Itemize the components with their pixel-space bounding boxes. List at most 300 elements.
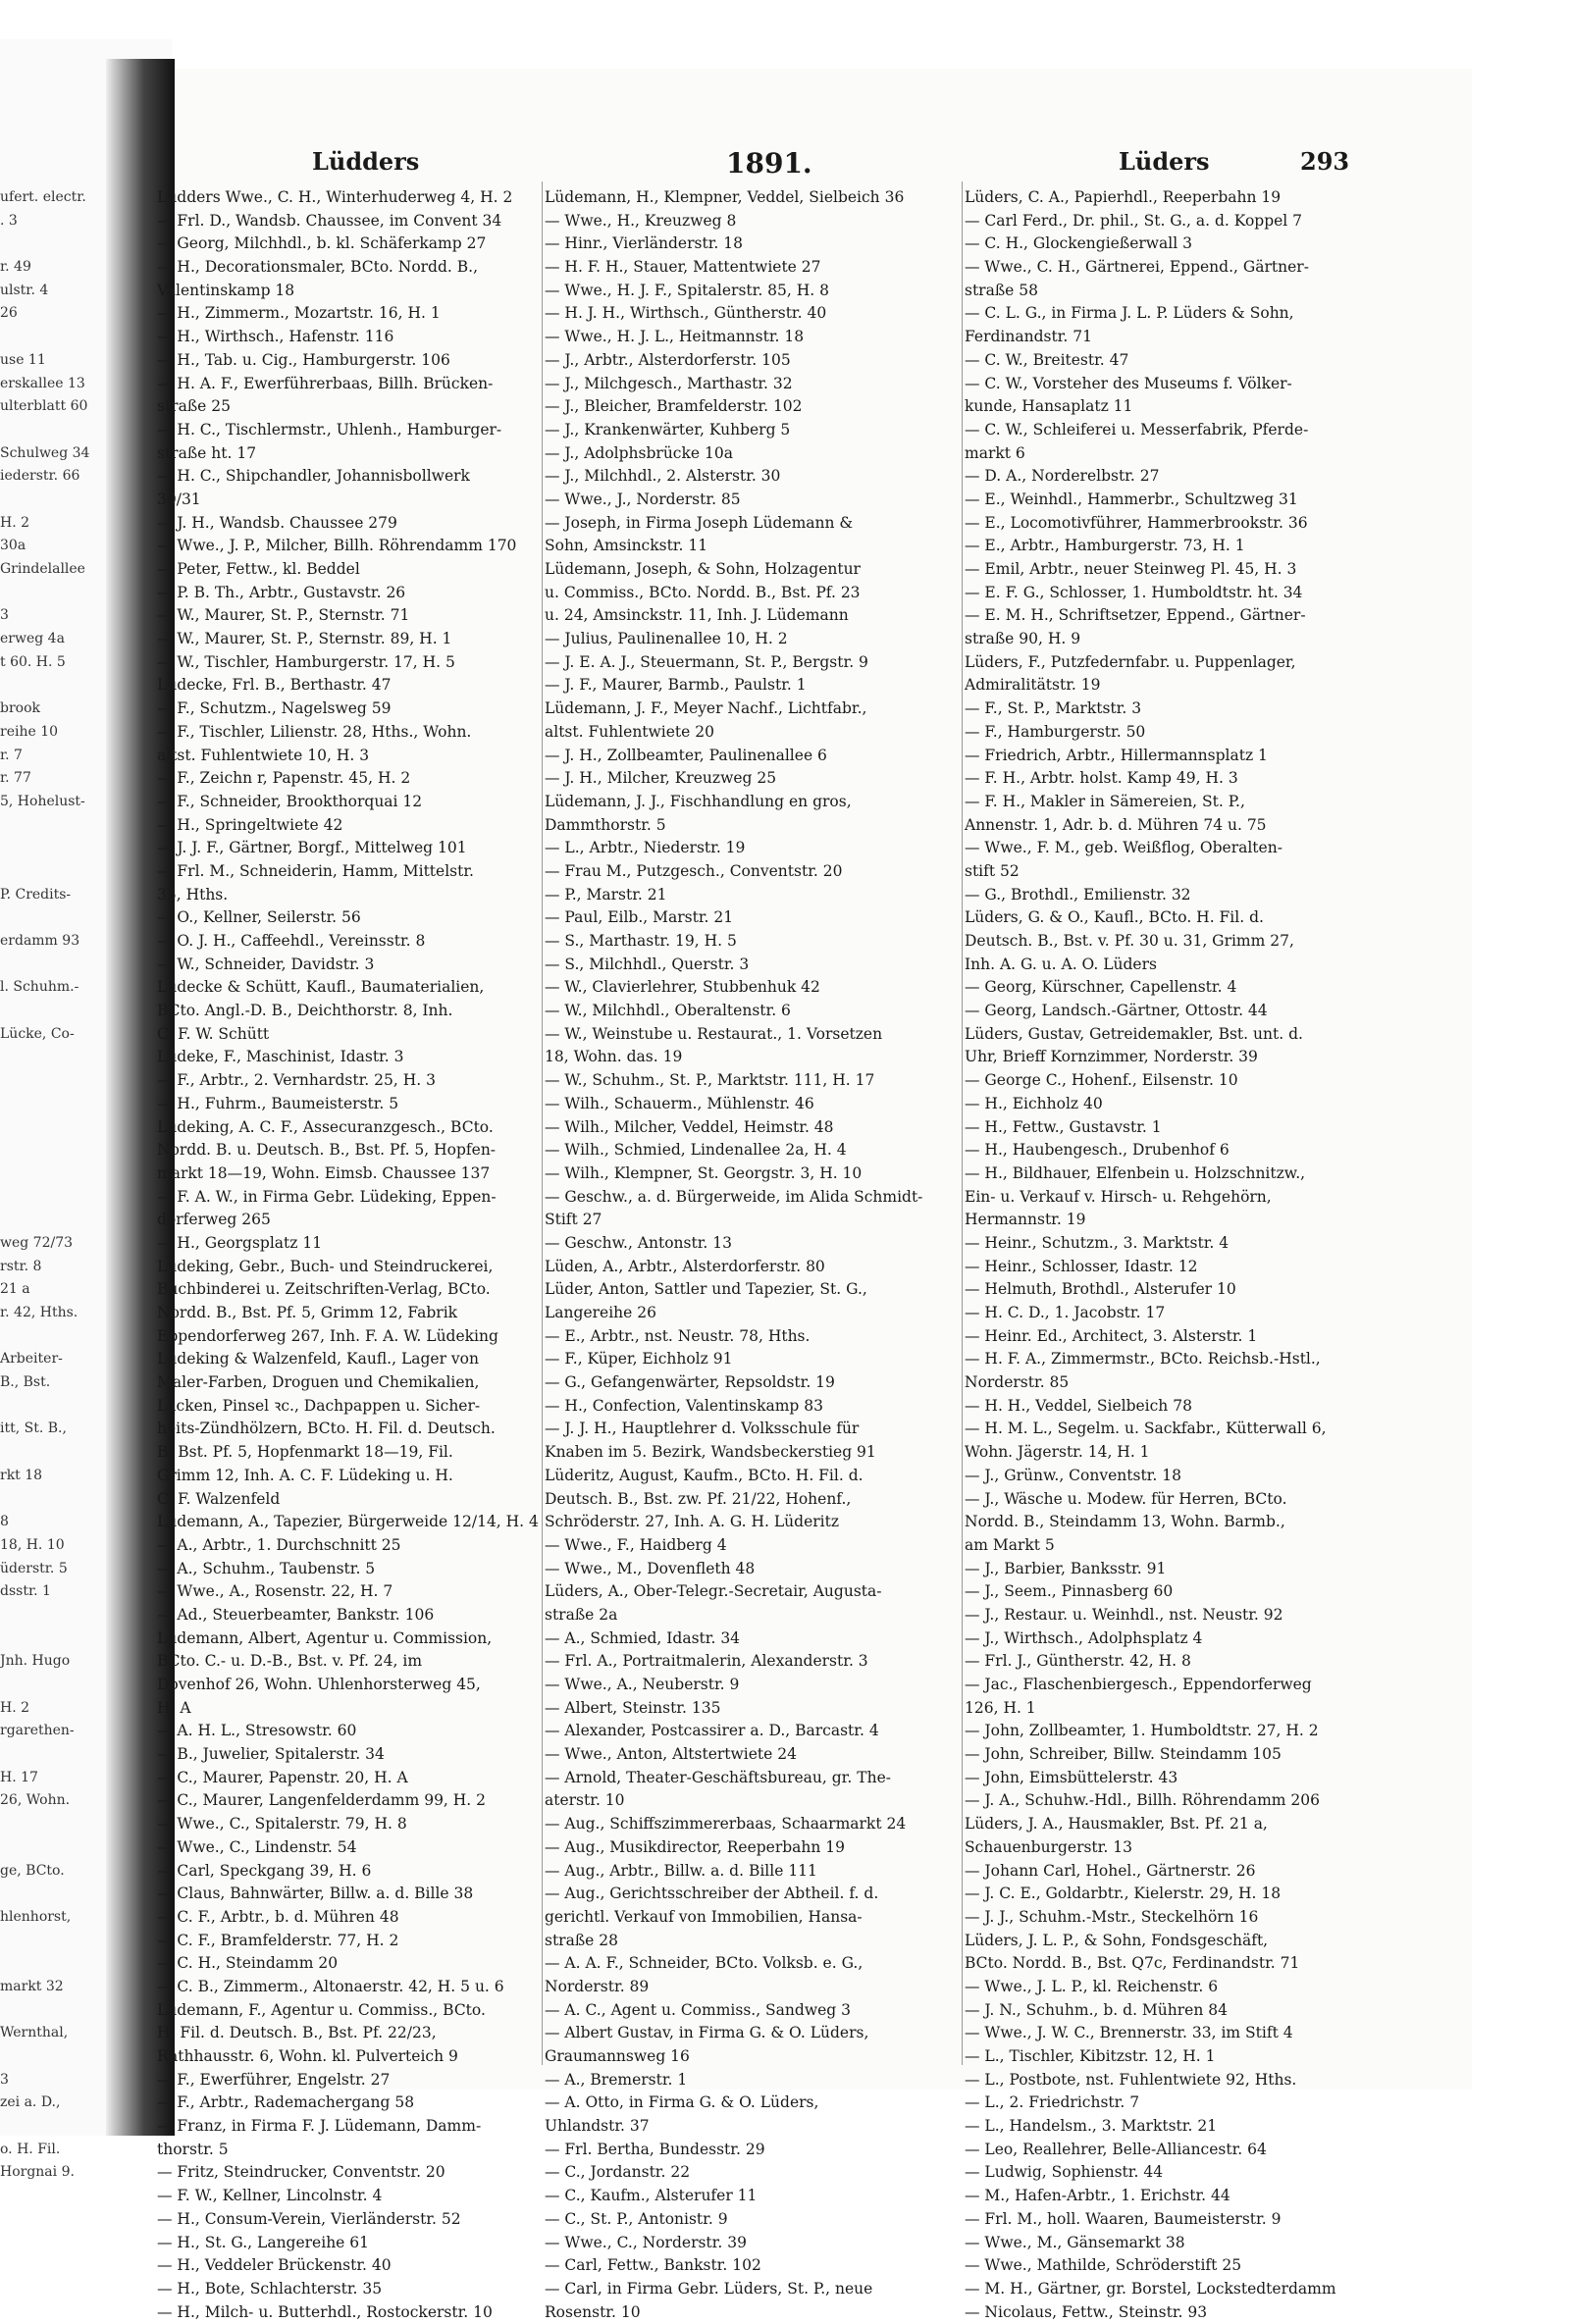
directory-entry-line: — O. J. H., Caffeehdl., Vereinsstr. 8 [157, 932, 426, 950]
directory-entry-line: Deutsch. B., Bst. zw. Pf. 21/22, Hohenf., [545, 1489, 852, 1508]
directory-entry-line: Lüden, A., Arbtr., Alsterdorferstr. 80 [545, 1257, 825, 1275]
fragment-line [0, 1186, 98, 1210]
directory-entry-line: — Wwe., A., Rosenstr. 22, H. 7 [157, 1582, 393, 1601]
header-left-title: Lüdders [312, 147, 420, 176]
directory-entry-line: — A., Bremerstr. 1 [545, 2070, 688, 2089]
directory-entry-line: Ein- u. Verkauf v. Hirsch- u. Rehgehörn, [965, 1187, 1272, 1206]
directory-entry-line: — Nicolaus, Fettw., Steinstr. 93 [965, 2302, 1208, 2321]
fragment-line: weg 72/73 [0, 1234, 74, 1251]
fragment-line [0, 1139, 98, 1162]
directory-entry-line: — Frl. D., Wandsb. Chaussee, im Convent 34 [157, 211, 502, 230]
page-number: 293 [1300, 147, 1350, 176]
directory-entry-line: — J. J. H., Hauptlehrer d. Volksschule für [545, 1420, 860, 1438]
fragment-line: rkt 18 [0, 1467, 43, 1483]
directory-entry-line: — Emil, Arbtr., neuer Steinweg Pl. 45, H. 3 [965, 560, 1297, 578]
directory-entry-line: — Peter, Fettw., kl. Beddel [157, 560, 360, 578]
directory-entry-line: straße 58 [965, 281, 1039, 299]
directory-entry-line: — Carl Ferd., Dr. phil., St. G., a. d. Koppel 7 [965, 211, 1303, 230]
directory-entry-line: Lüders, F., Putzfedernfabr. u. Puppenlager, [965, 652, 1296, 671]
directory-entry-line: — Heinr., Schutzm., 3. Marktstr. 4 [965, 1233, 1230, 1252]
directory-entry-line: — Wwe., J., Norderstr. 85 [545, 490, 741, 508]
directory-entry-line: Rosenstr. 10 [545, 2302, 641, 2321]
directory-entry-line: — J., Adolphsbrücke 10a [545, 443, 733, 462]
directory-entry-line: Lüdecke, Frl. B., Berthastr. 47 [157, 676, 392, 695]
directory-entry-line: — L., Tischler, Kibitzstr. 12, H. 1 [965, 2047, 1216, 2065]
directory-entry-line: — Wwe., Mathilde, Schröderstift 25 [965, 2256, 1242, 2275]
directory-entry-line: — H. M. L., Segelm. u. Sackfabr., Kütterwall 6, [965, 1420, 1327, 1438]
directory-entry-line: Langereihe 26 [545, 1304, 656, 1321]
directory-entry-line: markt 18—19, Wohn. Eimsb. Chaussee 137 [157, 1163, 491, 1182]
directory-entry-line: — L., 2. Friedrichstr. 7 [965, 2093, 1140, 2112]
fragment-line: r. 49 [0, 259, 31, 276]
fragment-line: erdamm 93 [0, 933, 80, 949]
directory-entry-line: — F., St. P., Marktstr. 3 [965, 699, 1142, 718]
directory-entry-line: Wohn. Jägerstr. 14, H. 1 [965, 1443, 1150, 1462]
directory-entry-line: — L., Postbote, nst. Fuhlentwiete 92, Hths. [965, 2070, 1297, 2089]
directory-entry-line: kunde, Hansaplatz 11 [965, 397, 1133, 416]
directory-entry-line: Grimm 12, Inh. A. C. F. Lüdeking u. H. [157, 1466, 453, 1484]
fragment-line [0, 582, 98, 605]
fragment-line [0, 674, 98, 697]
directory-entry-line: — H. J. H., Wirthsch., Güntherstr. 40 [545, 304, 827, 323]
directory-entry-line: — Wwe., H. J. F., Spitalerstr. 85, H. 8 [545, 281, 829, 299]
directory-entry-line: — Wwe., M., Dovenfleth 48 [545, 1559, 756, 1577]
directory-entry-line: — C. W., Breitestr. 47 [965, 350, 1129, 369]
fragment-line [0, 2115, 98, 2139]
directory-entry-line: Lüdemann, F., Agentur u. Commiss., BCto. [157, 2000, 486, 2019]
directory-entry-line: — Wwe., C., Lindenstr. 54 [157, 1837, 357, 1856]
directory-entry-line: — Claus, Bahnwärter, Billw. a. d. Bille 38 [157, 1885, 474, 1903]
directory-entry-line: — H., Springeltwiete 42 [157, 815, 343, 834]
directory-entry-line: — Heinr. Ed., Architect, 3. Alsterstr. 1 [965, 1326, 1258, 1345]
directory-entry-line: — H., Veddeler Brückenstr. 40 [157, 2256, 392, 2275]
directory-entry-line: — O., Kellner, Seilerstr. 56 [157, 908, 361, 927]
directory-entry-line: — John, Schreiber, Billw. Steindamm 105 [965, 1745, 1282, 1764]
fragment-line [0, 1069, 98, 1093]
directory-entry-line: — S., Milchhdl., Querstr. 3 [545, 955, 750, 973]
directory-entry-line: — E., Arbtr., nst. Neustr. 78, Hths. [545, 1326, 811, 1345]
fragment-line [0, 1325, 98, 1349]
fragment-line: H. 2 [0, 514, 30, 531]
fragment-line: l. Schuhm.- [0, 979, 79, 996]
directory-entry-line: Nordd. B., Steindamm 13, Wohn. Barmb., [965, 1513, 1285, 1531]
directory-entry-line: — Alexander, Postcassirer a. D., Barcastr. 4 [545, 1722, 879, 1740]
fragment-line: 5, Hohelust- [0, 793, 85, 809]
directory-entry-line: Lüders, Gustav, Getreidemakler, Bst. unt. d. [965, 1024, 1303, 1043]
fragment-line: markt 32 [0, 1978, 64, 1994]
directory-entry-line: — H., Consum-Verein, Vierländerstr. 52 [157, 2209, 461, 2228]
directory-entry-line: BCto. Nordd. B., Bst. Q7c, Ferdinandstr. 71 [965, 1954, 1300, 1973]
fragment-line: 26, Wohn. [0, 1792, 71, 1809]
directory-entry-line: — H., Tab. u. Cig., Hamburgerstr. 106 [157, 350, 450, 369]
directory-entry-line: — C. W., Vorsteher des Museums f. Völker- [965, 374, 1292, 392]
directory-entry-line: — Aug., Musikdirector, Reeperbahn 19 [545, 1837, 846, 1856]
fragment-line: H. 2 [0, 1699, 30, 1716]
header-right-title: Lüders [1119, 147, 1210, 176]
directory-column-3 [965, 186, 1347, 2324]
directory-entry-line: — C. H., Steindamm 20 [157, 1954, 339, 1973]
directory-entry-line: — F., Schneider, Brookthorquai 12 [157, 792, 423, 810]
directory-entry-line: — H., St. G., Langereihe 61 [157, 2233, 369, 2251]
directory-entry-line: Lüdemann, J. F., Meyer Nachf., Lichtfabr., [545, 699, 867, 718]
fragment-line: 3 [0, 2071, 9, 2088]
directory-entry-line: — Georg, Kürschner, Capellenstr. 4 [965, 978, 1237, 997]
directory-entry-line: — H., Fettw., Gustavstr. 1 [965, 1117, 1162, 1136]
directory-entry-line: 126, H. 1 [965, 1698, 1036, 1717]
directory-entry-line: Maler-Farben, Droguen und Chemikalien, [157, 1373, 480, 1392]
directory-entry-line: — Aug., Arbtr., Billw. a. d. Bille 111 [545, 1861, 817, 1880]
directory-entry-line: — H., Bildhauer, Elfenbein u. Holzschnitzw., [965, 1163, 1306, 1182]
fragment-line: r. 7 [0, 747, 23, 763]
directory-entry-line: Inh. A. G. u. A. O. Lüders [965, 955, 1157, 973]
fragment-line: r. 42, Hths. [0, 1305, 78, 1320]
fragment-line: ulterblatt 60 [0, 398, 88, 415]
fragment-line [0, 1627, 98, 1651]
directory-entry-line: — G., Gefangenwärter, Repsoldstr. 19 [545, 1373, 835, 1392]
directory-entry-line: — J., Wirthsch., Adolphsplatz 4 [965, 1628, 1203, 1647]
header-year: 1891. [726, 147, 812, 180]
directory-entry-line: Lacken, Pinsel ꝛc., Dachpappen u. Sicher- [157, 1396, 481, 1415]
directory-entry-line: — Wilh., Milcher, Veddel, Heimstr. 48 [545, 1117, 834, 1136]
fragment-line [0, 954, 98, 977]
directory-entry-line: — H. F. A., Zimmermstr., BCto. Reichsb.-Hstl., [965, 1350, 1321, 1369]
directory-entry-line: — J. H., Milcher, Kreuzweg 25 [545, 769, 777, 788]
directory-entry-line: — C., Maurer, Langenfelderdamm 99, H. 2 [157, 1791, 487, 1810]
fragment-line: B., Bst. [0, 1374, 51, 1391]
directory-entry-line: — C. B., Zimmerm., Altonaerstr. 42, H. 5 u. 6 [157, 1977, 504, 1995]
directory-entry-line: Admiralitätstr. 19 [965, 676, 1101, 695]
directory-entry-line: — Wwe., C., Norderstr. 39 [545, 2233, 747, 2251]
directory-entry-line: — E. F. G., Schlosser, 1. Humboldtstr. ht. 34 [965, 583, 1303, 601]
directory-entry-line: Lüdemann, H., Klempner, Veddel, Sielbeich 36 [545, 188, 905, 206]
directory-entry-line: — J., Barbier, Banksstr. 91 [965, 1559, 1167, 1577]
directory-entry-line: markt 6 [965, 443, 1025, 462]
directory-entry-line: Valentinskamp 18 [157, 281, 295, 299]
fragment-line: Wernthal, [0, 2025, 69, 2041]
directory-entry-line: — Carl, Speckgang 39, H. 6 [157, 1861, 372, 1880]
directory-entry-line: — F., Arbtr., Rademachergang 58 [157, 2093, 415, 2112]
directory-entry-line: — Paul, Eilb., Marstr. 21 [545, 908, 734, 927]
fragment-line: Lücke, Co- [0, 1025, 75, 1042]
directory-entry-line: — Wilh., Schauerm., Mühlenstr. 46 [545, 1094, 814, 1112]
directory-entry-line: 35, Hths. [157, 885, 229, 904]
directory-entry-line: — C. H., Glockengießerwall 3 [965, 234, 1192, 253]
directory-entry-line: Knaben im 5. Bezirk, Wandsbeckerstieg 91 [545, 1443, 876, 1462]
fragment-line [0, 837, 98, 860]
directory-entry-line: — F., Hamburgerstr. 50 [965, 722, 1146, 741]
directory-entry-line: Lüdemann, Albert, Agentur u. Commission, [157, 1628, 493, 1647]
directory-entry-line: — Wwe., C. H., Gärtnerei, Eppend., Gärtner- [965, 258, 1309, 277]
directory-entry-line: — J. J., Schuhm.-Mstr., Steckelhörn 16 [965, 1907, 1259, 1926]
directory-entry-line: am Markt 5 [965, 1535, 1055, 1554]
fragment-line: Grindelallee [0, 561, 85, 577]
directory-entry-line: — Geschw., Antonstr. 13 [545, 1233, 732, 1252]
directory-entry-line: — Wwe., H. J. L., Heitmannstr. 18 [545, 328, 805, 346]
directory-entry-line: — E., Locomotivführer, Hammerbrookstr. 36 [965, 513, 1308, 532]
directory-entry-line: — H., Bote, Schlachterstr. 35 [157, 2279, 383, 2298]
directory-entry-line: — C. W., Schleiferei u. Messerfabrik, Pferde- [965, 420, 1309, 439]
directory-entry-line: — A. A. F., Schneider, BCto. Volksb. e. G., [545, 1954, 864, 1973]
directory-entry-line: — Georg, Landsch.-Gärtner, Ottostr. 44 [965, 1002, 1268, 1020]
fragment-line: rstr. 8 [0, 1258, 42, 1274]
fragment-line: t 60. H. 5 [0, 653, 66, 670]
directory-entry-line: Sohn, Amsinckstr. 11 [545, 537, 708, 555]
directory-entry-line: — P. B. Th., Arbtr., Gustavstr. 26 [157, 583, 406, 601]
directory-entry-line: Schauenburgerstr. 13 [965, 1837, 1132, 1856]
directory-entry-line: — E., Weinhdl., Hammerbr., Schultzweg 31 [965, 490, 1298, 508]
directory-entry-line: Lüdeke, F., Maschinist, Idastr. 3 [157, 1048, 404, 1066]
directory-entry-line: — Ludwig, Sophienstr. 44 [965, 2163, 1164, 2182]
directory-entry-line: Lüdders Wwe., C. H., Winterhuderweg 4, H. 2 [157, 188, 513, 206]
directory-entry-line: Deutsch. B., Bst. v. Pf. 30 u. 31, Grimm 27, [965, 932, 1294, 950]
directory-entry-line: Buchbinderei u. Zeitschriften-Verlag, BCto. [157, 1280, 491, 1299]
directory-entry-line: dorferweg 265 [157, 1211, 271, 1229]
directory-entry-line: — J. J. F., Gärtner, Borgf., Mittelweg 101 [157, 839, 467, 857]
directory-entry-line: — F. H., Makler in Sämereien, St. P., [965, 792, 1245, 810]
directory-entry-line: — W., Schuhm., St. P., Marktstr. 111, H. 17 [545, 1071, 875, 1090]
fragment-line: P. Credits- [0, 886, 72, 903]
directory-entry-line: — J., Seem., Pinnasberg 60 [965, 1582, 1174, 1601]
directory-entry-line: — H. C., Tischlermstr., Uhlenh., Hamburger- [157, 420, 502, 439]
fragment-line: ge, BCto. [0, 1862, 65, 1879]
fragment-line [0, 1604, 98, 1627]
directory-entry-line: straße 90, H. 9 [965, 630, 1081, 648]
fragment-line [0, 1674, 98, 1697]
directory-entry-line: — J., Bleicher, Bramfelderstr. 102 [545, 397, 803, 416]
directory-entry-line: — Frl. M., holl. Waaren, Baumeisterstr. 9 [965, 2209, 1282, 2228]
fragment-line: üderstr. 5 [0, 1560, 68, 1576]
directory-entry-line: — Heinr., Schlosser, Idastr. 12 [965, 1257, 1198, 1275]
fragment-line [0, 1952, 98, 1976]
directory-entry-line: — Arnold, Theater-Geschäftsbureau, gr. The- [545, 1768, 891, 1786]
column-divider [542, 181, 543, 2065]
directory-entry-line: — Wwe., J. P., Milcher, Billh. Röhrendamm 170 [157, 537, 517, 555]
directory-entry-line: — F. A. W., in Firma Gebr. Lüdeking, Eppen- [157, 1187, 497, 1206]
fragment-line [0, 1743, 98, 1767]
directory-entry-line: — George C., Hohenf., Eilsenstr. 10 [965, 1071, 1238, 1090]
fragment-line: use 11 [0, 351, 46, 368]
directory-entry-line: — Frl. A., Portraitmalerin, Alexanderstr. 3 [545, 1652, 868, 1671]
fragment-line: 21 a [0, 1281, 30, 1298]
directory-entry-line: Annenstr. 1, Adr. b. d. Mühren 74 u. 75 [965, 815, 1267, 834]
fragment-line [0, 814, 98, 838]
directory-entry-line: Lüders, G. & O., Kaufl., BCto. H. Fil. d. [965, 908, 1264, 927]
directory-entry-line: — Frl. J., Güntherstr. 42, H. 8 [965, 1652, 1191, 1671]
directory-entry-line: — Friedrich, Arbtr., Hillermannsplatz 1 [965, 746, 1268, 764]
fragment-line [0, 1000, 98, 1023]
fragment-line [0, 1813, 98, 1836]
directory-entry-line: Rathhausstr. 6, Wohn. kl. Pulverteich 9 [157, 2047, 458, 2065]
directory-entry-line: — John, Eimsbüttelerstr. 43 [965, 1768, 1178, 1786]
directory-entry-line: u. 24, Amsinckstr. 11, Inh. J. Lüdemann [545, 606, 849, 625]
directory-entry-line: H. A [157, 1698, 191, 1717]
directory-entry-line: — Joseph, in Firma Joseph Lüdemann & [545, 513, 854, 532]
directory-entry-line: — Geschw., a. d. Bürgerweide, im Alida Schmidt- [545, 1187, 923, 1206]
fragment-line: o. H. Fil. [0, 2141, 61, 2157]
fragment-line: 26 [0, 305, 18, 322]
directory-entry-line: — H., Decorationsmaler, BCto. Nordd. B., [157, 258, 478, 277]
directory-entry-line: Lüder, Anton, Sattler und Tapezier, St. G., [545, 1280, 867, 1299]
fragment-line: Arbeiter- [0, 1351, 63, 1368]
directory-entry-line: Lüders, A., Ober-Telegr.-Secretair, Augusta- [545, 1582, 882, 1601]
fragment-line [0, 1883, 98, 1906]
directory-entry-line: — C., St. P., Antonistr. 9 [545, 2209, 728, 2228]
directory-entry-line: — W., Maurer, St. P., Sternstr. 89, H. 1 [157, 630, 452, 648]
fragment-line [0, 1930, 98, 1953]
directory-entry-line: Lüdeking, Gebr., Buch- und Steindruckerei, [157, 1257, 494, 1275]
directory-entry-line: — C. F., Bramfelderstr. 77, H. 2 [157, 1931, 399, 1949]
fragment-line [0, 489, 98, 512]
directory-entry-line: — Wwe., F. M., geb. Weißflog, Oberalten- [965, 839, 1282, 857]
directory-entry-line: — Georg, Milchhdl., b. kl. Schäferkamp 27 [157, 234, 487, 253]
directory-entry-line: — J., Restaur. u. Weinhdl., nst. Neustr. 92 [965, 1605, 1283, 1624]
fragment-line [0, 2045, 98, 2069]
directory-entry-line: — P., Marstr. 21 [545, 885, 667, 904]
fragment-line: 8 [0, 1514, 9, 1530]
directory-entry-line: aterstr. 10 [545, 1791, 625, 1810]
fragment-line [0, 1209, 98, 1232]
directory-entry-line: — Wilh., Klempner, St. Georgstr. 3, H. 10 [545, 1163, 863, 1182]
previous-page-text-fragments [0, 186, 98, 2185]
directory-entry-line: — L., Handelsm., 3. Marktstr. 21 [965, 2117, 1218, 2136]
directory-entry-line: Lüdecke & Schütt, Kaufl., Baumaterialien, [157, 978, 485, 997]
directory-entry-line: Lüders, C. A., Papierhdl., Reeperbahn 19 [965, 188, 1282, 206]
directory-entry-line: Lüdemann, J. J., Fischhandlung en gros, [545, 792, 852, 810]
directory-entry-line: stift 52 [965, 861, 1020, 880]
directory-column-1 [157, 186, 540, 2324]
fragment-line: Jnh. Hugo [0, 1653, 71, 1670]
directory-entry-line: — L., Arbtr., Niederstr. 19 [545, 839, 746, 857]
directory-entry-line: — Aug., Gerichtsschreiber der Abtheil. f. d. [545, 1885, 879, 1903]
fragment-line: zei a. D., [0, 2094, 61, 2111]
directory-entry-line: — H. C., Shipchandler, Johannisbollwerk [157, 467, 470, 486]
directory-entry-line: — H. H., Veddel, Sielbeich 78 [965, 1396, 1192, 1415]
directory-entry-line: — Wwe., C., Spitalerstr. 79, H. 8 [157, 1815, 407, 1833]
directory-entry-line: H. Fil. d. Deutsch. B., Bst. Pf. 22/23, [157, 2024, 437, 2042]
directory-entry-line: — W., Schneider, Davidstr. 3 [157, 955, 375, 973]
fragment-line: brook [0, 700, 40, 717]
directory-entry-line: — F. W., Kellner, Lincolnstr. 4 [157, 2187, 383, 2205]
directory-entry-line: — Wwe., A., Neuberstr. 9 [545, 1676, 740, 1693]
directory-entry-line: BCto. C.- u. D.-B., Bst. v. Pf. 24, im [157, 1652, 423, 1671]
directory-entry-line: — Hinr., Vierländerstr. 18 [545, 234, 743, 253]
fragment-line: ufert. electr. [0, 189, 86, 205]
directory-entry-line: — A. H. L., Stresowstr. 60 [157, 1722, 357, 1740]
directory-entry-line: Nordd. B. u. Deutsch. B., Bst. Pf. 5, Hopfen- [157, 1141, 497, 1160]
directory-entry-line: C. F. W. Schütt [157, 1024, 270, 1043]
directory-entry-line: — C., Kaufm., Alsterufer 11 [545, 2187, 758, 2205]
directory-entry-line: — Ad., Steuerbeamter, Bankstr. 106 [157, 1605, 435, 1624]
directory-entry-line: — Carl, Fettw., Bankstr. 102 [545, 2256, 761, 2275]
directory-entry-line: — J. F., Maurer, Barmb., Paulstr. 1 [545, 676, 807, 695]
directory-entry-line: — J., Milchhdl., 2. Alsterstr. 30 [545, 467, 781, 486]
directory-entry-line: — F., Zeichn r, Papenstr. 45, H. 2 [157, 769, 411, 788]
fragment-line [0, 419, 98, 442]
directory-entry-line: B. Bst. Pf. 5, Hopfenmarkt 18—19, Fil. [157, 1443, 453, 1462]
directory-entry-line: — Johann Carl, Hohel., Gärtnerstr. 26 [965, 1861, 1256, 1880]
directory-entry-line: — M., Hafen-Arbtr., 1. Erichstr. 44 [965, 2187, 1230, 2205]
directory-entry-line: — Wwe., Anton, Altstertwiete 24 [545, 1745, 797, 1764]
directory-entry-line: — J., Milchgesch., Marthastr. 32 [545, 374, 793, 392]
directory-entry-line: Lüdemann, Joseph, & Sohn, Holzagentur [545, 560, 861, 578]
directory-entry-line: — F., Arbtr., 2. Vernhardstr. 25, H. 3 [157, 1071, 436, 1090]
directory-entry-line: BCto. Angl.-D. B., Deichthorstr. 8, Inh. [157, 1002, 453, 1020]
directory-entry-line: Dovenhof 26, Wohn. Uhlenhorsterweg 45, [157, 1676, 481, 1693]
directory-entry-line: — A., Schuhm., Taubenstr. 5 [157, 1559, 376, 1577]
fragment-line: Horgnai 9. [0, 2164, 75, 2181]
directory-entry-line: — C., Jordanstr. 22 [545, 2163, 691, 2182]
fragment-line [0, 1441, 98, 1465]
directory-entry-line: — Wilh., Schmied, Lindenallee 2a, H. 4 [545, 1141, 847, 1160]
fragment-line: reihe 10 [0, 723, 59, 740]
directory-entry-line: Uhr, Brieff Kornzimmer, Norderstr. 39 [965, 1048, 1258, 1066]
directory-entry-line: u. Commiss., BCto. Nordd. B., Bst. Pf. 23 [545, 583, 861, 601]
directory-entry-line: heits-Zündhölzern, BCto. H. Fil. d. Deutsch. [157, 1420, 496, 1438]
directory-entry-line: — J. N., Schuhm., b. d. Mühren 84 [965, 2000, 1228, 2019]
directory-entry-line: Lüdemann, A., Tapezier, Bürgerweide 12/14, H. 4 [157, 1513, 539, 1531]
column-divider [962, 181, 963, 2065]
fragment-line: iederstr. 66 [0, 468, 80, 485]
directory-entry-line: Lüders, J. A., Hausmakler, Bst. Pf. 21 a, [965, 1815, 1268, 1833]
directory-entry-line: — A. C., Agent u. Commiss., Sandweg 3 [545, 2000, 851, 2019]
directory-entry-line: Graumannsweg 16 [545, 2047, 690, 2065]
directory-entry-line: — H., Eichholz 40 [965, 1094, 1103, 1112]
directory-entry-line: — H., Confection, Valentinskamp 83 [545, 1396, 823, 1415]
directory-entry-line: — J., Krankenwärter, Kuhberg 5 [545, 420, 791, 439]
directory-entry-line: — C., Maurer, Papenstr. 20, H. A [157, 1768, 408, 1786]
directory-entry-line: — E. M. H., Schriftsetzer, Eppend., Gärtner- [965, 606, 1306, 625]
directory-entry-line: — H. A. F., Ewerführerbaas, Billh. Brücken- [157, 374, 494, 392]
fragment-line [0, 1162, 98, 1186]
directory-entry-line: — G., Brothdl., Emilienstr. 32 [965, 885, 1191, 904]
directory-entry-line: gerichtl. Verkauf von Immobilien, Hansa- [545, 1907, 863, 1926]
directory-entry-line: — W., Clavierlehrer, Stubbenhuk 42 [545, 978, 820, 997]
directory-entry-line: — Wwe., J. W. C., Brennerstr. 33, im Stift 4 [965, 2024, 1293, 2042]
directory-entry-line: straße 2a [545, 1605, 618, 1624]
directory-entry-line: Lüderitz, August, Kaufm., BCto. H. Fil. d. [545, 1466, 864, 1484]
directory-entry-line: 18, Wohn. das. 19 [545, 1048, 683, 1066]
directory-entry-line: — H., Zimmerm., Mozartstr. 16, H. 1 [157, 304, 441, 323]
fragment-line: hlenhorst, [0, 1908, 72, 1925]
directory-entry-line: — Frl. M., Schneiderin, Hamm, Mittelstr. [157, 861, 474, 880]
fragment-line [0, 860, 98, 884]
fragment-line: rgarethen- [0, 1723, 75, 1739]
directory-entry-line: — Wwe., J. L. P., kl. Reichenstr. 6 [965, 1977, 1219, 1995]
fragment-line [0, 326, 98, 349]
directory-entry-line: C. F. Walzenfeld [157, 1489, 281, 1508]
directory-entry-line: — Wwe., F., Haidberg 4 [545, 1535, 727, 1554]
directory-entry-line: — C. F., Arbtr., b. d. Mühren 48 [157, 1907, 399, 1926]
directory-entry-line: Lüdeking & Walzenfeld, Kaufl., Lager von [157, 1350, 479, 1369]
fragment-line: itt, St. B., [0, 1420, 67, 1437]
directory-entry-line: — W., Tischler, Hamburgerstr. 17, H. 5 [157, 652, 455, 671]
directory-entry-line: — J., Wäsche u. Modew. für Herren, BCto. [965, 1489, 1287, 1508]
directory-entry-line: — Carl, in Firma Gebr. Lüders, St. P., neue [545, 2279, 873, 2298]
fragment-line [0, 1116, 98, 1140]
fragment-line: H. 17 [0, 1769, 38, 1785]
directory-entry-line: thorstr. 5 [157, 2140, 229, 2158]
directory-entry-line: — Jac., Flaschenbiergesch., Eppendorferweg [965, 1676, 1312, 1693]
directory-entry-line: — Albert, Steinstr. 135 [545, 1698, 721, 1717]
directory-entry-line: Ferdinandstr. 71 [965, 328, 1092, 346]
directory-entry-line: — F., Ewerführer, Engelstr. 27 [157, 2070, 391, 2089]
directory-entry-line: — W., Weinstube u. Restaurat., 1. Vorsetzen [545, 1024, 883, 1043]
directory-entry-line: — J. H., Wandsb. Chaussee 279 [157, 513, 397, 532]
directory-entry-line: Nordd. B., Bst. Pf. 5, Grimm 12, Fabrik [157, 1304, 458, 1321]
directory-entry-line: — F. H., Arbtr. holst. Kamp 49, H. 3 [965, 769, 1238, 788]
directory-entry-line: — Franz, in Firma F. J. Lüdemann, Damm- [157, 2117, 482, 2136]
directory-entry-line: 30/31 [157, 490, 201, 508]
